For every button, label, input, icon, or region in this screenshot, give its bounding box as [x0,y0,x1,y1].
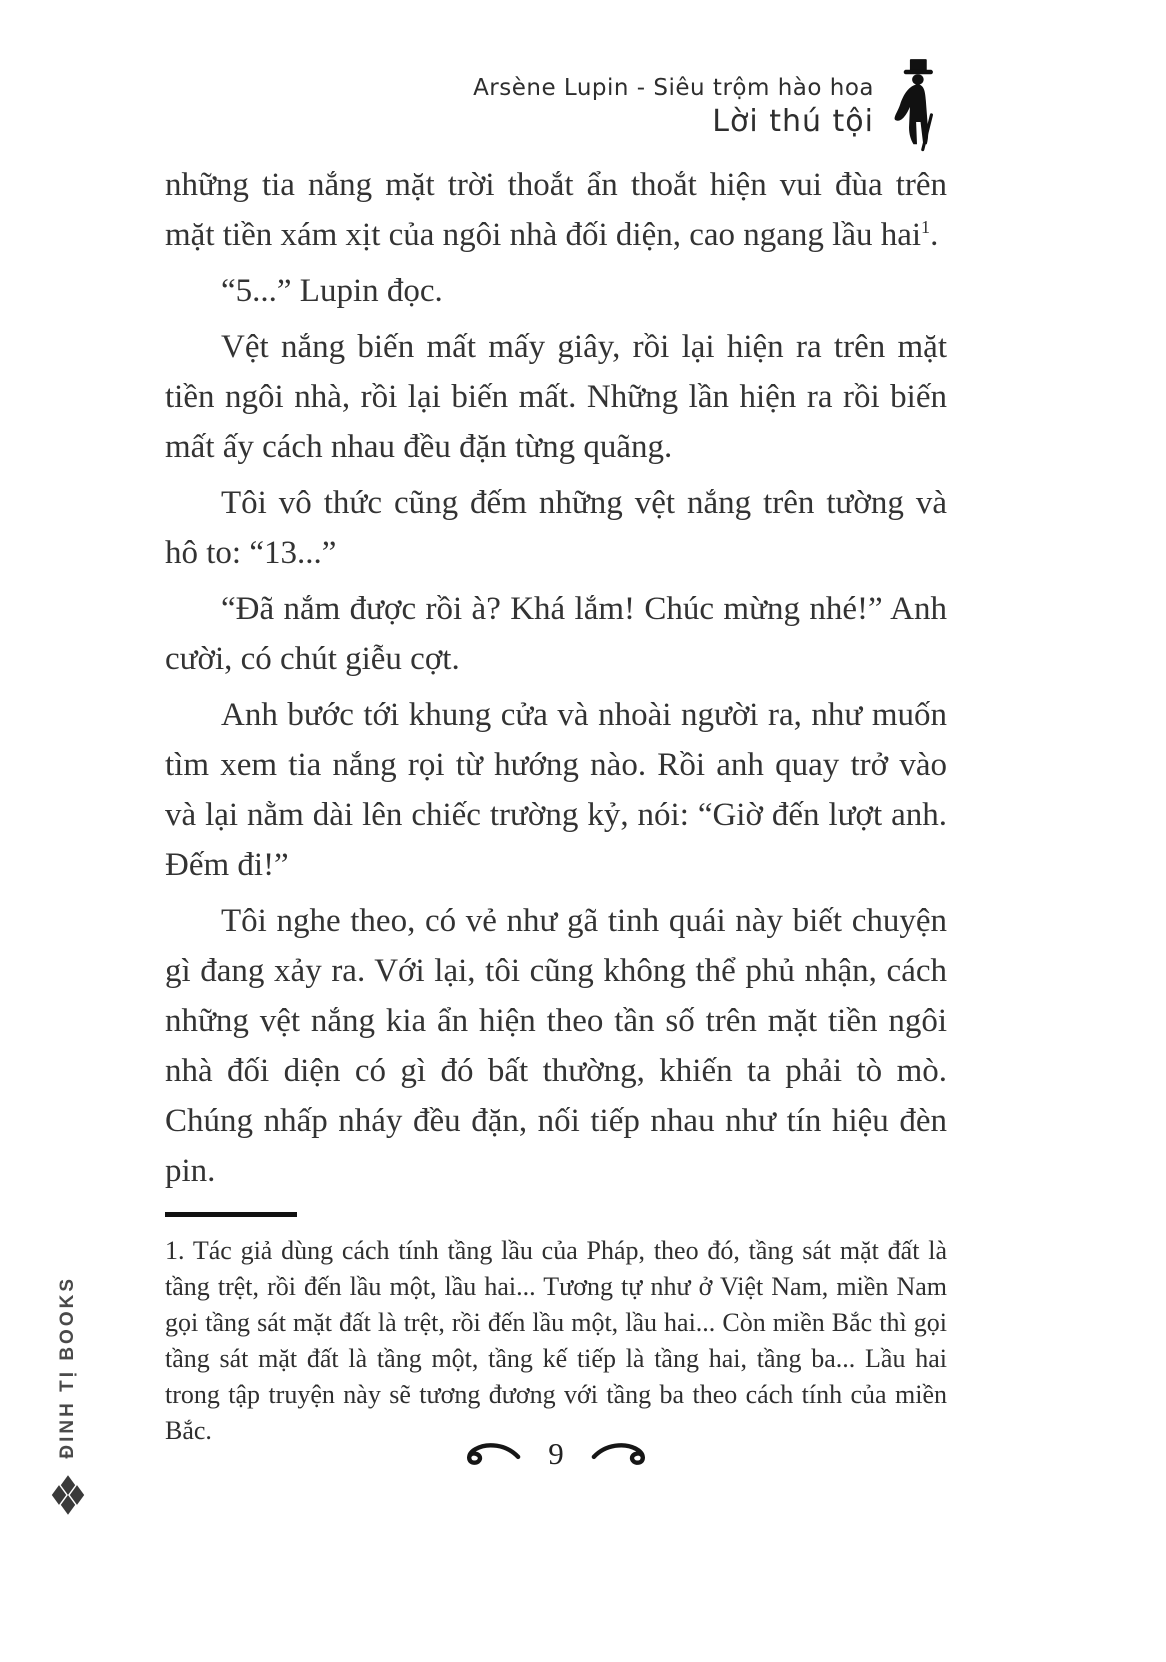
footnote-marker: 1 [921,217,931,237]
body-paragraph: Vệt nắng biến mất mấy giây, rồi lại hiện ra trên mặt tiền ngôi nhà, rồi lại biến mất. Những lần hiện ra rồi biến mất ấy cách nhau đều đặn từng quãng. [165,329,947,465]
footnote-divider [165,1212,297,1217]
body-text [165,160,947,1202]
paragraph-text: những tia nắng mặt trời thoắt ẩn thoắt hiện vui đùa trên mặt tiền xám xịt của ngôi nhà đối diện, cao ngang lầu hai [165,167,947,253]
header-titles [473,75,874,139]
body-paragraph: Tôi nghe theo, có vẻ như gã tinh quái này biết chuyện gì đang xảy ra. Với lại, tôi cũng không thể phủ nhận, cách những vệt nắng kia ẩn hiện theo tần số trên mặt tiền ngôi nhà đối diện có gì đó bất thường, khiến ta phải tò mò. Chúng nhấp nháy đều đặn, nối tiếp nhau như tín hiệu đèn pin. [165,903,947,1189]
lupin-silhouette-icon [886,58,948,156]
chapter-title: Lời thú tội [712,104,874,139]
spine [46,1276,90,1517]
body-paragraph: “Đã nắm được rồi à? Khá lắm! Chúc mừng nhé!” Anh cười, có chút giễu cợt. [165,591,947,677]
paragraph-text: . [930,217,939,253]
body-paragraph: “5...” Lupin đọc. [221,273,443,309]
publisher-name: ĐINH TỊ BOOKS [57,1276,78,1459]
flourish-right-icon [590,1441,652,1467]
page-footer [165,1436,947,1472]
footnote-section [165,1212,947,1449]
footnote-text: 1. Tác giả dùng cách tính tầng lầu của Pháp, theo đó, tầng sát mặt đất là tầng trệt, rồi đến lầu một, lầu hai... Tương tự như ở Việt Nam, miền Nam gọi tầng sát mặt đất là trệt, rồi đến lầu một, lầu hai... Còn miền Bắc thì gọi tầng sát mặt đất là tầng một, tầng kế tiếp là tầng hai, tầng ba... Lầu hai trong tập truyện này sẽ tương đương với tầng ba theo cách tính của miền Bắc. [165,1236,947,1445]
page-number: 9 [548,1436,564,1471]
body-paragraph: Anh bước tới khung cửa và nhoài người ra, như muốn tìm xem tia nắng rọi từ hướng nào. Rồi anh quay trở vào và lại nằm dài lên chiếc trường kỷ, nói: “Giờ đến lượt anh. Đếm đi!” [165,697,947,883]
flourish-left-icon [460,1441,522,1467]
publisher-logo-icon [50,1473,86,1517]
series-title: Arsène Lupin - Siêu trộm hào hoa [473,75,874,101]
body-paragraph: Tôi vô thức cũng đếm những vệt nắng trên tường và hô to: “13...” [165,485,947,571]
body-paragraph [165,160,947,260]
page-header [473,58,948,156]
